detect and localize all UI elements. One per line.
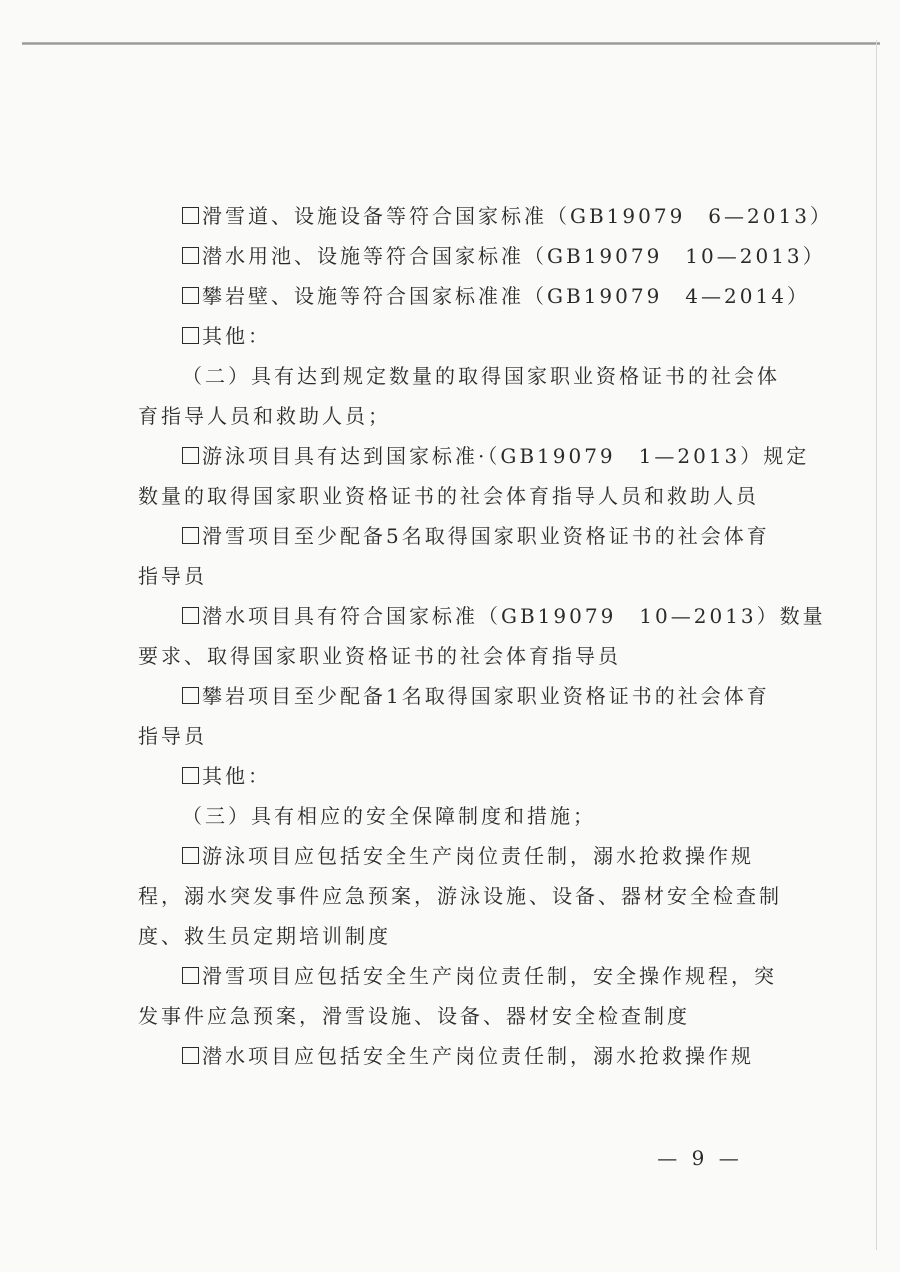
line-text: （二）具有达到规定数量的取得国家职业资格证书的社会体 bbox=[182, 364, 780, 388]
checkbox-icon bbox=[182, 1047, 199, 1064]
line-text: 其他： bbox=[202, 764, 271, 788]
checkbox-icon bbox=[182, 767, 199, 784]
line-text: 潜水项目应包括安全生产岗位责任制，溺水抢救操作规 bbox=[202, 1044, 754, 1068]
page-edge bbox=[876, 40, 877, 1250]
checkbox-icon bbox=[182, 447, 199, 464]
checkbox-item bbox=[138, 756, 778, 796]
line-text: 度、救生员定期培训制度 bbox=[138, 924, 391, 948]
checkbox-item bbox=[138, 956, 778, 996]
line-text: 数量的取得国家职业资格证书的社会体育指导人员和救助人员 bbox=[138, 484, 759, 508]
text-line bbox=[138, 476, 778, 516]
header-rule bbox=[22, 42, 880, 45]
line-text: 潜水项目具有符合国家标准（GB19079 10—2013）数量 bbox=[202, 604, 826, 628]
checkbox-icon bbox=[182, 607, 199, 624]
text-line bbox=[138, 916, 778, 956]
text-line bbox=[138, 556, 778, 596]
checkbox-icon bbox=[182, 287, 199, 304]
text-line bbox=[138, 876, 782, 916]
line-text: 指导员 bbox=[138, 724, 207, 748]
checkbox-item bbox=[138, 596, 826, 636]
checkbox-icon bbox=[182, 327, 199, 344]
checkbox-item bbox=[138, 236, 826, 276]
checkbox-icon bbox=[182, 527, 199, 544]
checkbox-item bbox=[138, 316, 778, 356]
line-text: 攀岩项目至少配备1名取得国家职业资格证书的社会体育 bbox=[202, 684, 770, 708]
checkbox-icon bbox=[182, 967, 199, 984]
text-line bbox=[138, 636, 778, 676]
checkbox-item bbox=[138, 836, 778, 876]
line-text: 滑雪项目至少配备5名取得国家职业资格证书的社会体育 bbox=[202, 524, 770, 548]
checkbox-item bbox=[138, 436, 810, 476]
line-text: 要求、取得国家职业资格证书的社会体育指导员 bbox=[138, 644, 621, 668]
line-text: （三）具有相应的安全保障制度和措施； bbox=[182, 804, 596, 828]
document-body bbox=[138, 196, 833, 1076]
checkbox-icon bbox=[182, 847, 199, 864]
line-text: 潜水用池、设施等符合国家标准（GB19079 10—2013） bbox=[202, 244, 826, 268]
line-text: 攀岩壁、设施等符合国家标准准（GB19079 4—2014） bbox=[202, 284, 810, 308]
line-text: 滑雪项目应包括安全生产岗位责任制，安全操作规程，突 bbox=[202, 964, 777, 988]
text-line bbox=[138, 996, 778, 1036]
page-number: — 9 — bbox=[657, 1146, 743, 1170]
text-line bbox=[138, 356, 778, 396]
checkbox-icon bbox=[182, 247, 199, 264]
text-line bbox=[138, 716, 778, 756]
line-text: 发事件应急预案，滑雪设施、设备、器材安全检查制度 bbox=[138, 1004, 690, 1028]
text-line bbox=[138, 396, 778, 436]
line-text: 程，溺水突发事件应急预案，游泳设施、设备、器材安全检查制 bbox=[138, 884, 782, 908]
line-text: 指导员 bbox=[138, 564, 207, 588]
checkbox-item bbox=[138, 196, 833, 236]
checkbox-item bbox=[138, 676, 778, 716]
checkbox-item bbox=[138, 1036, 778, 1076]
checkbox-icon bbox=[182, 207, 199, 224]
line-text: 其他： bbox=[202, 324, 271, 348]
checkbox-item bbox=[138, 516, 778, 556]
line-text: 育指导人员和救助人员； bbox=[138, 404, 391, 428]
checkbox-icon bbox=[182, 687, 199, 704]
line-text: 游泳项目应包括安全生产岗位责任制，溺水抢救操作规 bbox=[202, 844, 754, 868]
checkbox-item bbox=[138, 276, 810, 316]
text-line bbox=[138, 796, 778, 836]
line-text: 游泳项目具有达到国家标准·（GB19079 1—2013）规定 bbox=[202, 444, 810, 468]
line-text: 滑雪道、设施设备等符合国家标准（GB19079 6—2013） bbox=[202, 204, 833, 228]
